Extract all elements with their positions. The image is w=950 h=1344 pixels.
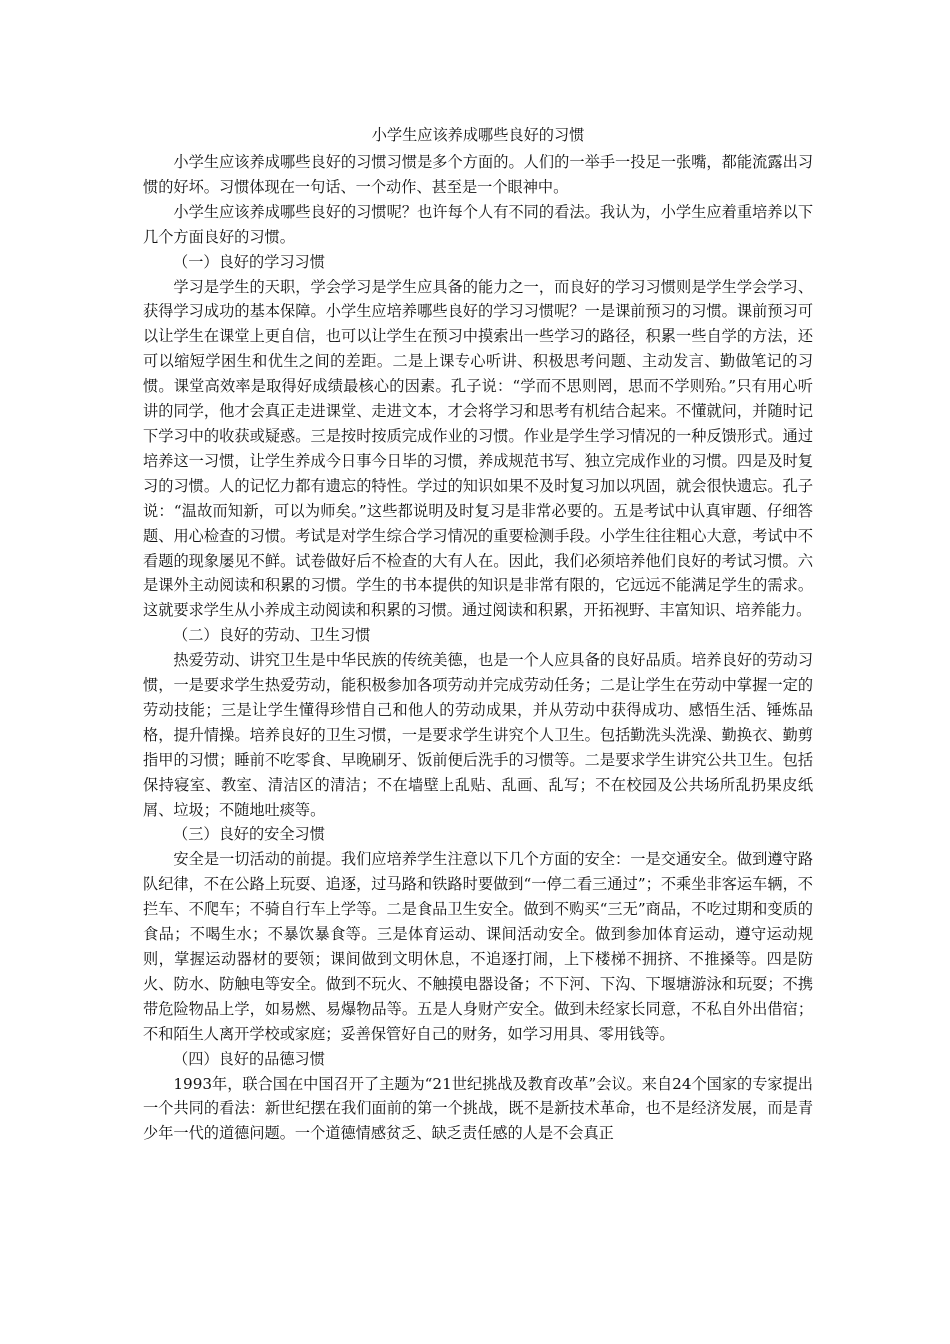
section-heading-study: （一）良好的学习习惯 (173, 252, 325, 271)
section-heading-labor-hygiene: （二）良好的劳动、卫生习惯 (173, 626, 371, 645)
section-body-study: 学习是学生的天职，学会学习是学生应具备的能力之一，而良好的学习习惯则是学生学会学习、获得学习成功的基本保障。小学生应培养哪些良好的学习习惯呢？一是课前预习的习惯。课前预习可以让学生在课堂上更自信，也可以让学生在预习中摸索出一些学习的路径，积累一些自学的方法，还可以缩短学困生和优生之间的差距。二是上课专心听讲、积极思考问题、主动发言、勤做笔记的习惯。课堂高效率是取得好成绩最核心的因素。孔子说：“学而不思则罔，思而不学则殆。”只有用心听讲的同学，他才会真正走进课堂、走进文本，才会将学习和思考有机结合起来。不懂就问，并随时记下学习中的收获或疑惑。三是按时按质完成作业的习惯。作业是学生学习情况的一种反馈形式。通过培养这一习惯，让学生养成今日事今日毕的习惯，养成规范书写、独立完成作业的习惯。四是及时复习的习惯。人的记忆力都有遗忘的特性。学过的知识如果不及时复习加以巩固，就会很快遗忘。孔子说：“温故而知新，可以为师矣。”这些都说明及时复习是非常必要的。五是考试中认真审题、仔细答题、用心检查的习惯。考试是对学生综合学习情况的重要检测手段。小学生往往粗心大意，考试中不看题的现象屡见不鲜。试卷做好后不检查的大有人在。因此，我们必须培养他们良好的考试习惯。六是课外主动阅读和积累的习惯。学生的书本提供的知识是非常有限的，它远远不能满足学生的需求。这就要求学生从小养成主动阅读和积累的习惯。通过阅读和积累，开拓视野、丰富知识、培养能力。 (143, 277, 813, 620)
intro-paragraph-2: 小学生应该养成哪些良好的习惯呢？也许每个人有不同的看法。我认为，小学生应着重培养以下几个方面良好的习惯。 (143, 202, 813, 246)
document-title: 小学生应该养成哪些良好的习惯 (371, 126, 585, 144)
section-heading-morality: （四）良好的品德习惯 (173, 1049, 325, 1068)
section-heading-safety: （三）良好的安全习惯 (173, 825, 325, 844)
section-body-morality: 1993年，联合国在中国召开了主题为“21世纪挑战及教育改革”会议。来自24个国家的专家提出一个共同的看法：新世纪摆在我们面前的第一个挑战，既不是新技术革命，也不是经济发展，而是青少年一代的道德问题。一个道德情感贫乏、缺乏责任感的人是不会真正 (143, 1074, 813, 1143)
section-body-labor-hygiene: 热爱劳动、讲究卫生是中华民族的传统美德，也是一个人应具备的良好品质。培养良好的劳动习惯，一是要求学生热爱劳动，能积极参加各项劳动并完成劳动任务；二是让学生在劳动中掌握一定的劳动技能；三是让学生懂得珍惜自己和他人的劳动成果，并从劳动中获得成功、感悟生活、锤炼品格，提升情操。培养良好的卫生习惯，一是要求学生讲究个人卫生。包括勤洗头洗澡、勤换衣、勤剪指甲的习惯；睡前不吃零食、早晚刷牙、饭前便后洗手的习惯等。二是要求学生讲究公共卫生。包括保持寝室、教室、清洁区的清洁；不在墙壁上乱贴、乱画、乱写；不在校园及公共场所乱扔果皮纸屑、垃圾；不随地吐痰等。 (143, 651, 813, 819)
intro-paragraph-1: 小学生应该养成哪些良好的习惯习惯是多个方面的。人们的一举手一投足一张嘴，都能流露出习惯的好坏。习惯体现在一句话、一个动作、甚至是一个眼神中。 (143, 153, 813, 196)
section-body-safety: 安全是一切活动的前提。我们应培养学生注意以下几个方面的安全：一是交通安全。做到遵守路队纪律，不在公路上玩耍、追逐，过马路和铁路时要做到“一停二看三通过”；不乘坐非客运车辆，不拦车、不爬车；不骑自行车上学等。二是食品卫生安全。做到不购买“三无”商品，不吃过期和变质的食品；不喝生水；不暴饮暴食等。三是体育运动、课间活动安全。做到参加体育运动，遵守运动规则，掌握运动器材的要领；课间做到文明休息，不追逐打闹，上下楼梯不拥挤、不推搡等。四是防火、防水、防触电等安全。做到不玩火、不触摸电器设备；不下河、下沟、下堰塘游泳和玩耍；不携带危险物品上学，如易燃、易爆物品等。五是人身财产安全。做到未经家长同意，不私自外出借宿；不和陌生人离开学校或家庭；妥善保管好自己的财务，如学习用具、零用钱等。 (143, 850, 813, 1043)
document-page (143, 120, 813, 1146)
